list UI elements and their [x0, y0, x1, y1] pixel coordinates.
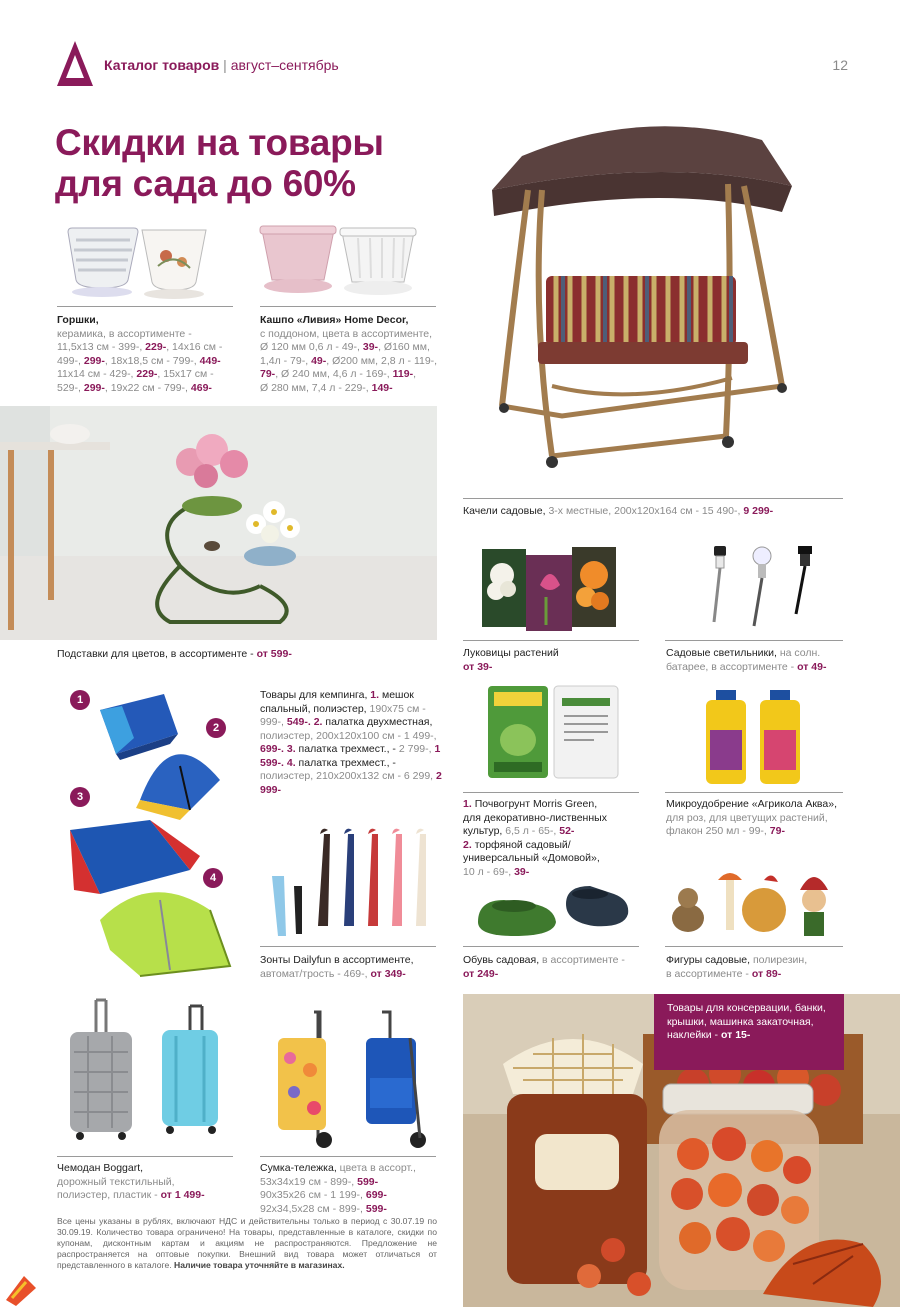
- catalog-period: август–сентябрь: [230, 57, 339, 73]
- umbrellas-title: Зонты Dailyfun в ассортименте,: [260, 954, 414, 966]
- bulbs-caption: [463, 647, 643, 674]
- cart-title: Сумка-тележка,: [260, 1162, 337, 1174]
- fertilizer-title: Микроудобрение «Агрикола Аква»,: [666, 798, 837, 810]
- camping-price-1: 549-: [286, 716, 308, 728]
- pots-size-6: , 19x22 см - 799-,: [104, 381, 188, 394]
- suitcase-price: от 1 499-: [160, 1189, 205, 1201]
- camping-caption: Товары для кемпинга, 1. мешок спальный, полиэстер, 190x75 см - 999-, 549-. 2. палатка двухместная, полиэстер, 200x120x100 см - 1 499-, 699-. 3. палатка трехмест., - 2 799-, 1 599-. 4. палатка трехмест., - полиэстер, 210x200x132 см - 6 299, 2 999-: [260, 689, 442, 796]
- camping-badge-3: 3: [70, 787, 90, 807]
- shoes-title: Обувь садовая,: [463, 954, 540, 966]
- swing-caption: [463, 505, 843, 519]
- suitcases-image: [64, 992, 224, 1142]
- cart-price-2: 699-: [365, 1189, 387, 1201]
- catalog-header: [104, 57, 339, 73]
- soil-caption: [463, 798, 653, 879]
- umbrellas-image: [260, 826, 436, 940]
- camping-num-3: 3.: [286, 743, 296, 755]
- planters-price-5: 149-: [371, 381, 393, 394]
- pots-price-5: 299-: [83, 381, 105, 394]
- planters-comma: ,: [413, 368, 416, 380]
- figures-price: от 89-: [751, 967, 782, 980]
- soil-desc-2: 10 л - 69-,: [463, 865, 512, 878]
- cart-price-1: 599-: [357, 1175, 379, 1188]
- legal-text: Все цены указаны в рублях, включают НДС и действительны только в период с 30.07.19 по 30.09.19. Количество товара ограничено! На товары, представленные в каталоге, скидки по купонам, дисконтным картам и акциям не распространяются. Предложение не распространяется на оптовые покупки. Внешний вид товара может отличаться от представленного в каталоге.: [57, 1216, 437, 1270]
- camping-item-3: палатка трехмест., -: [298, 743, 396, 755]
- cart-size-1: 53x34x19 см - 899-,: [260, 1175, 355, 1188]
- catalog-section: Каталог товаров: [104, 57, 220, 73]
- planters-size-4: , Ø 240 мм, 4,6 л - 169-,: [275, 368, 390, 380]
- camping-price-3: 1 599-: [260, 743, 441, 769]
- canning-line-1: Товары для консервации, банки,: [667, 1002, 826, 1014]
- soil-item-2b: универсальный «Домовой»,: [463, 852, 600, 864]
- planters-desc: с поддоном, цвета в ассортименте,: [260, 327, 433, 340]
- divider: [665, 946, 843, 947]
- headline-line-2: для сада до 60%: [55, 163, 356, 204]
- cart-desc-1: цвета в ассорт.,: [336, 1162, 416, 1174]
- camping-item-1: мешок спальный, полиэстер,: [260, 689, 414, 715]
- fertilizer-desc-2: флакон 250 мл - 99-,: [666, 825, 767, 837]
- soil-bags-image: [484, 684, 624, 782]
- ceramic-pots-image: [62, 222, 212, 302]
- pots-size-3: , 18x18,5 см - 799-,: [104, 354, 197, 367]
- pots-price-1: 229-: [145, 341, 167, 353]
- camping-price-2: 699-: [260, 743, 282, 755]
- camping-badge-1: 1: [70, 690, 90, 710]
- swing-price: 9 299-: [743, 505, 774, 517]
- suitcase-title: Чемодан Boggart,: [57, 1162, 144, 1174]
- figures-title: Фигуры садовые,: [666, 954, 751, 966]
- planters-caption: [260, 314, 450, 395]
- page-headline: [55, 122, 384, 204]
- legal-bold: Наличие товара уточняйте в магазинах.: [174, 1260, 345, 1270]
- planters-size-2: , Ø160 мм,: [378, 341, 430, 353]
- shoes-price: от 249-: [463, 967, 499, 980]
- stands-desc: в ассортименте -: [167, 648, 254, 660]
- camping-desc-3: 2 799-,: [398, 743, 432, 755]
- soil-price-2: 39-: [514, 865, 530, 878]
- planters-price-2: 49-: [311, 354, 327, 367]
- pots-size-4: 11x14 см - 429-,: [57, 368, 134, 380]
- flower-stand-photo: [0, 406, 437, 640]
- camping-desc-1: 190x75 см - 999-,: [260, 702, 426, 728]
- planters-price-4: 119-: [392, 368, 414, 380]
- divider: [665, 640, 843, 641]
- swing-title: Качели садовые,: [463, 505, 546, 517]
- shoes-desc: в ассортименте -: [539, 954, 625, 966]
- divider: [665, 792, 843, 793]
- soil-price-1: 52-: [559, 825, 575, 837]
- store-logo: [57, 41, 93, 86]
- camping-desc-4b: 210x200x132 см - 6 299,: [316, 770, 434, 782]
- umbrellas-price: от 349-: [370, 967, 406, 980]
- fertilizer-caption: [666, 798, 856, 839]
- fertilizer-desc-1: для роз, для цветущих растений,: [666, 811, 828, 824]
- flower-bulbs-image: [480, 545, 620, 631]
- canning-line-3: наклейки -: [667, 1029, 719, 1041]
- divider: [260, 946, 436, 947]
- planters-size-1: Ø 120 мм 0,6 л - 49-,: [260, 341, 360, 353]
- lights-caption: [666, 647, 846, 674]
- camping-num-1: 1.: [370, 689, 380, 701]
- soil-desc-1: 6,5 л - 65-,: [502, 825, 557, 837]
- garden-lights-image: [700, 542, 820, 632]
- camping-num-2: 2.: [313, 716, 323, 728]
- pots-price-3: 449-: [199, 354, 221, 367]
- camping-title: Товары для кемпинга,: [260, 689, 368, 701]
- divider: [463, 946, 639, 947]
- lights-price: от 49-: [797, 660, 827, 673]
- stands-title: Подставки для цветов,: [57, 648, 168, 660]
- suitcase-desc-1: дорожный текстильный,: [57, 1175, 175, 1188]
- pots-price-6: 469-: [190, 381, 212, 394]
- figures-caption: [666, 954, 846, 981]
- stands-price: от 599-: [256, 648, 292, 660]
- divider: [463, 498, 843, 499]
- camping-num-4: 4.: [286, 756, 296, 769]
- divider: [260, 306, 436, 307]
- page-number: 12: [832, 57, 848, 73]
- garden-swing-image: [482, 116, 804, 478]
- pots-old-5: 529-,: [57, 381, 81, 394]
- pots-caption: [57, 314, 237, 395]
- headline-line-1: Скидки на товары: [55, 122, 384, 163]
- garden-figures-image: [668, 860, 844, 940]
- divider: [463, 640, 639, 641]
- garden-shoes-image: [474, 882, 630, 940]
- canning-price: от 15-: [720, 1029, 751, 1041]
- planters-size-5: Ø 280 мм, 7,4 л - 229-,: [260, 381, 369, 394]
- planters-old-2: 1,4л - 79-,: [260, 354, 309, 367]
- header-separator: |: [223, 57, 227, 73]
- camping-price-4: 2 999-: [260, 770, 442, 796]
- shoes-caption: [463, 954, 643, 981]
- pots-title: Горшки,: [57, 314, 99, 326]
- lights-title: Садовые светильники,: [666, 647, 777, 659]
- cart-size-2: 90x35x26 см - 1 199-,: [260, 1189, 363, 1201]
- soil-item-2: торфяной садовый/: [474, 838, 571, 851]
- shopping-carts-image: [270, 1008, 430, 1152]
- corner-sticker-icon: [2, 1272, 38, 1306]
- fertilizer-bottles-image: [700, 690, 810, 786]
- swing-desc: 3-х местные, 200х120х164 см - 15 490-,: [545, 505, 741, 517]
- pots-old-2: 499-,: [57, 354, 81, 367]
- pots-price-4: 229-: [136, 368, 158, 380]
- suitcase-desc-2: полиэстер, пластик -: [57, 1189, 158, 1201]
- soil-item-1: Почвогрунт Morris Green,: [474, 798, 598, 810]
- suitcase-caption: [57, 1162, 247, 1203]
- pots-size-1: 11,5x13 см - 399-,: [57, 341, 143, 353]
- umbrellas-caption: [260, 954, 450, 981]
- figures-desc-2: в ассортименте -: [666, 967, 749, 980]
- camping-item-2: палатка двухместная,: [325, 716, 433, 728]
- camping-badge-2: 2: [206, 718, 226, 738]
- pots-size-5: , 15x17 см -: [157, 368, 214, 380]
- bulbs-price: от 39-: [463, 660, 493, 673]
- plastic-planters-image: [258, 224, 418, 300]
- umbrellas-desc: автомат/трость - 469-,: [260, 967, 368, 980]
- divider: [57, 306, 233, 307]
- planters-size-3: , Ø200 мм, 2,8 л - 119-,: [326, 354, 438, 367]
- pots-size-2: , 14x16 см -: [166, 341, 223, 353]
- camping-desc-2b: 1 499-,: [403, 729, 437, 742]
- canning-line-2: крышки, машинка закаточная,: [667, 1015, 814, 1028]
- planters-price-3: 79-: [260, 368, 276, 380]
- planters-price-1: 39-: [362, 341, 379, 353]
- planters-title: Кашпо «Ливия» Home Decor,: [260, 314, 409, 326]
- stands-caption: [57, 648, 437, 662]
- camping-badge-4: 4: [203, 868, 223, 888]
- divider: [463, 792, 639, 793]
- soil-item-1c: культур,: [463, 825, 503, 837]
- lights-desc-2: батарее, в ассортименте -: [666, 660, 795, 673]
- soil-num-2: 2.: [463, 838, 472, 851]
- divider: [260, 1156, 436, 1157]
- camping-desc-2a: полиэстер, 200x120x100 см -: [260, 729, 401, 742]
- cart-size-3: 92x34,5x28 см - 899-,: [260, 1202, 363, 1215]
- canning-caption: [667, 1002, 839, 1043]
- pots-price-2: 299-: [83, 354, 105, 367]
- camping-desc-4a: полиэстер,: [260, 770, 314, 782]
- divider: [57, 1156, 233, 1157]
- cart-caption: [260, 1162, 450, 1216]
- soil-num-1: 1.: [463, 798, 472, 810]
- pots-desc: керамика, в ассортименте -: [57, 327, 192, 340]
- camping-item-4: палатка трехмест., -: [298, 756, 396, 769]
- bulbs-title: Луковицы растений: [463, 647, 559, 659]
- figures-desc-1: полирезин,: [750, 954, 808, 966]
- legal-disclaimer: [57, 1216, 437, 1271]
- cart-price-3: 599-: [365, 1202, 387, 1215]
- soil-item-1b: для декоративно-лиственных: [463, 811, 607, 824]
- lights-desc-1: на солн.: [776, 647, 821, 659]
- fertilizer-price: 79-: [769, 825, 785, 837]
